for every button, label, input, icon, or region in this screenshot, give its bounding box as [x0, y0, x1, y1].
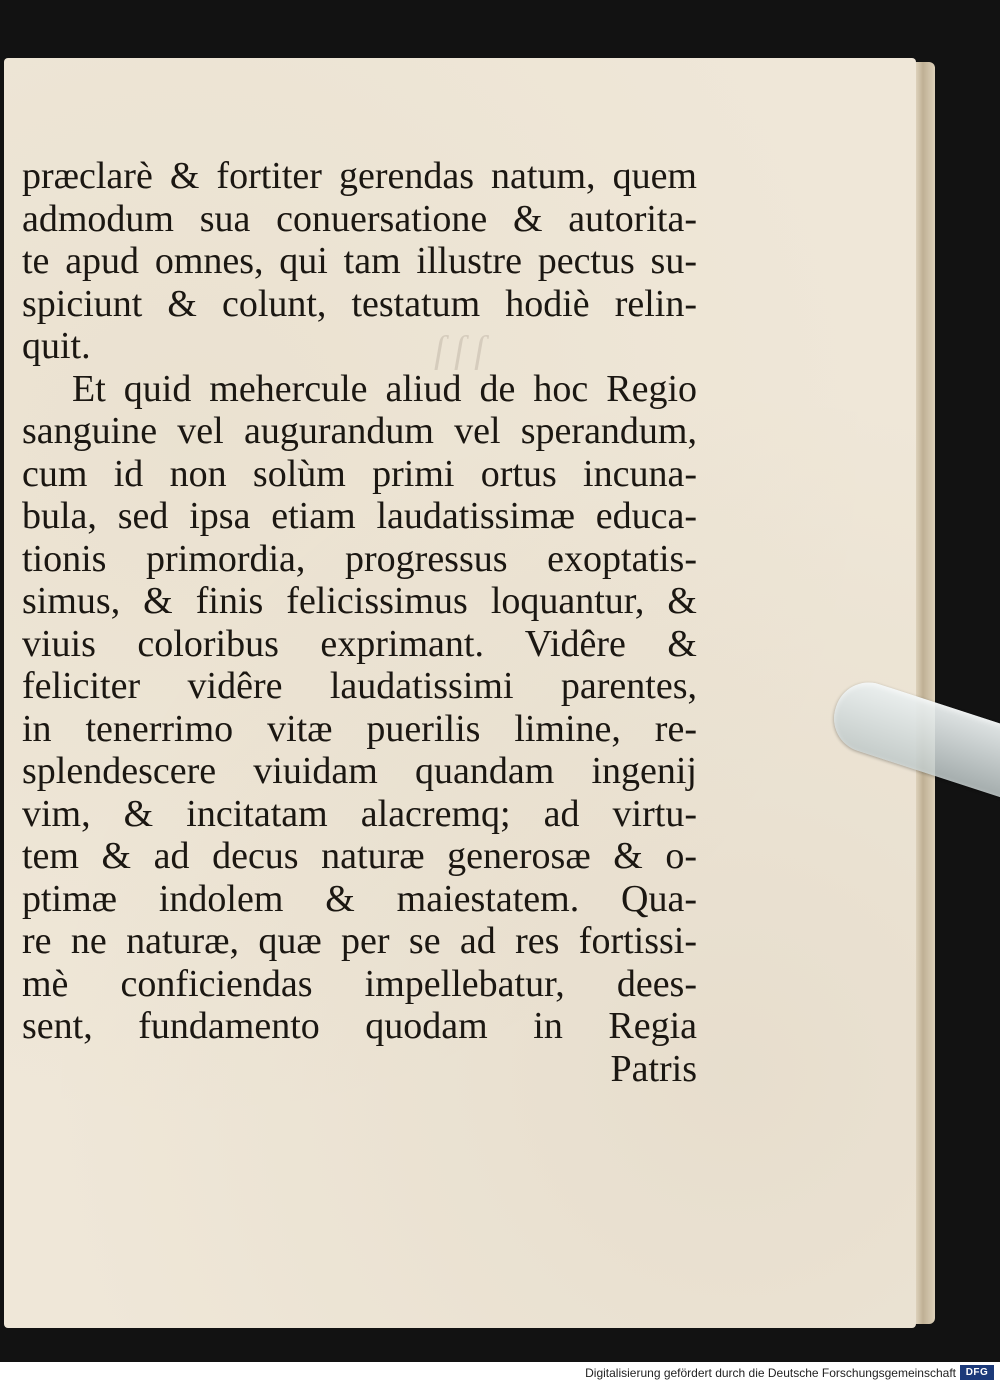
text-line: præclarè & fortiter gerendas natum, quem [22, 155, 697, 197]
text-line: sent, fundamento quodam in Regia [22, 1005, 697, 1047]
catchword: Patris [610, 1047, 697, 1090]
text-line: bula, sed ipsa etiam laudatissimæ educa- [22, 495, 697, 537]
text-line: Et quid mehercule aliud de hoc Regio [72, 367, 697, 410]
funding-notice: Digitalisierung gefördert durch die Deutsche Forschungsgemeinschaft [585, 1366, 956, 1380]
text-line: splendescere viuidam quandam ingenij [22, 750, 697, 792]
text-line: admodum sua conuersatione & autorita- [22, 197, 697, 240]
dfg-logo: DFG [960, 1365, 994, 1380]
text-line: vim, & incitatam alacremq; ad virtu- [22, 792, 697, 835]
footer [0, 1362, 1000, 1384]
show-through-text: ſ ſ ſ [434, 329, 485, 371]
text-line: cum id non solùm primi ortus incuna- [22, 452, 697, 495]
text-line: spiciunt & colunt, testatum hodiè relin- [22, 282, 697, 325]
text-line: te apud omnes, qui tam illustre pectus su- [22, 240, 697, 282]
text-line: in tenerrimo vitæ puerilis limine, re- [22, 707, 697, 750]
text-line: simus, & finis felicissimus loquantur, & [22, 580, 697, 622]
text-line: re ne naturæ, quæ per se ad res fortissi- [22, 920, 697, 962]
text-line: tem & ad decus naturæ generosæ & o- [22, 835, 697, 877]
text-line: mè conficiendas impellebatur, dees- [22, 962, 697, 1005]
text-line: feliciter vidêre laudatissimi parentes, [22, 665, 697, 707]
text-line: tionis primordia, progressus exoptatis- [22, 537, 697, 580]
page-text [22, 155, 697, 1090]
text-line: quit. [22, 325, 91, 367]
text-line: viuis coloribus exprimant. Vidêre & [22, 622, 697, 665]
text-line: ptimæ indolem & maiestatem. Qua- [22, 877, 697, 920]
text-line: sanguine vel augurandum vel sperandum, [22, 410, 697, 452]
